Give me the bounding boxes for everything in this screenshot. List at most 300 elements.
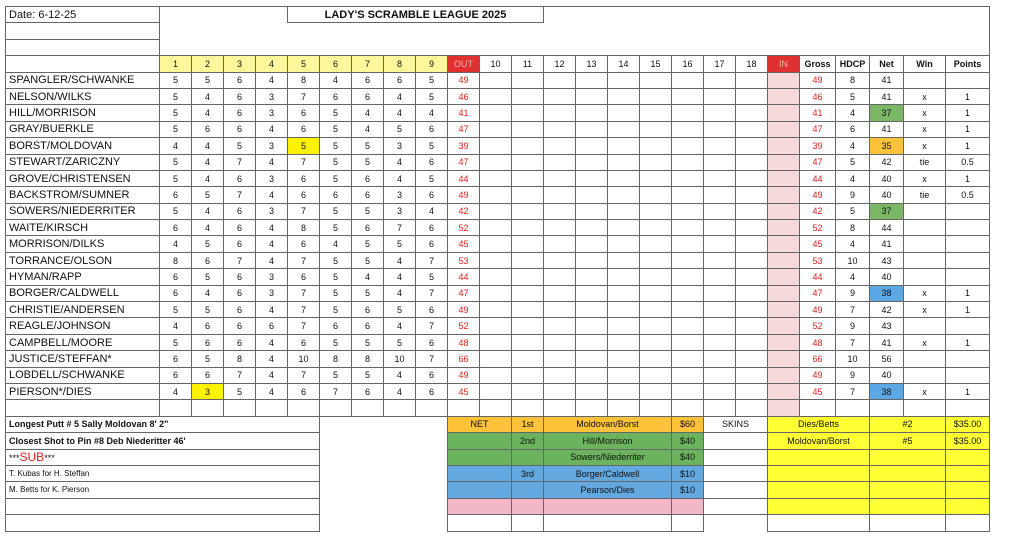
back-hole-score: [576, 203, 608, 219]
net-label: [448, 465, 512, 481]
back-hole-score: [512, 203, 544, 219]
prize-amount: $10: [672, 482, 704, 498]
hole-score: 6: [416, 367, 448, 383]
back-hole-score: [544, 318, 576, 334]
hole-score: 4: [352, 269, 384, 285]
back-hole-score: [640, 154, 672, 170]
win-mark: [904, 367, 946, 383]
hole-score: 4: [160, 138, 192, 154]
out-score: 66: [448, 351, 480, 367]
hole-score: 10: [288, 351, 320, 367]
hole-score: 6: [224, 220, 256, 236]
win-mark: x: [904, 138, 946, 154]
back-hole-score: [480, 383, 512, 399]
out-score: 47: [448, 285, 480, 301]
in-score: [768, 72, 800, 88]
hole-score: 7: [320, 383, 352, 399]
date-label: Date: 6-12-25: [6, 7, 160, 23]
back-hole-score: [512, 269, 544, 285]
skins-amount: [946, 515, 990, 531]
back-hole-score: [704, 334, 736, 350]
back-hole-score: [640, 236, 672, 252]
hdcp-value: 9: [836, 187, 870, 203]
hole-score: 6: [224, 302, 256, 318]
hole-score: 5: [192, 187, 224, 203]
back-hole-score: [544, 105, 576, 121]
hole-score: 5: [384, 334, 416, 350]
team-row: [6, 138, 990, 154]
back-hole-score: [672, 72, 704, 88]
out-score: 47: [448, 121, 480, 137]
hole-score: 5: [416, 72, 448, 88]
skins-team: Moldovan/Borst: [768, 433, 870, 449]
hole-score: 5: [416, 269, 448, 285]
hole-score: 6: [416, 383, 448, 399]
hole-score: 4: [256, 351, 288, 367]
gross-score: 39: [800, 138, 836, 154]
net-label: [448, 498, 512, 514]
gap: [320, 465, 448, 481]
net-score: 38: [870, 383, 904, 399]
out-header: OUT: [448, 56, 480, 72]
hole-score: 6: [224, 170, 256, 186]
hole-score: 6: [224, 236, 256, 252]
net-label: [448, 449, 512, 465]
net-score: 43: [870, 318, 904, 334]
gross-header: Gross: [800, 56, 836, 72]
back-hole-score: [608, 285, 640, 301]
team-row: [6, 318, 990, 334]
hole-score: 4: [256, 367, 288, 383]
skins-hole: [870, 515, 946, 531]
net-score: 41: [870, 236, 904, 252]
points-value: [946, 269, 990, 285]
hole-score: 5: [288, 138, 320, 154]
hole-score: 5: [352, 252, 384, 268]
hole-score: 6: [352, 383, 384, 399]
points-value: [946, 203, 990, 219]
gap: [320, 482, 448, 498]
back-hole-score: [576, 88, 608, 104]
net-score: 42: [870, 154, 904, 170]
back-hole-score: [704, 187, 736, 203]
back-hole-score: [640, 105, 672, 121]
hole-score: 7: [416, 351, 448, 367]
hole-score: 3: [256, 105, 288, 121]
hole-score: 4: [192, 154, 224, 170]
hole-score: 5: [192, 72, 224, 88]
hdcp-value: 4: [836, 170, 870, 186]
back-hole-score: [704, 318, 736, 334]
back-hole-score: [704, 105, 736, 121]
back-hole-score: [736, 72, 768, 88]
back-hole-score: [512, 170, 544, 186]
points-value: 1: [946, 285, 990, 301]
back-hole-score: [704, 252, 736, 268]
back-hole-score: [544, 72, 576, 88]
net-label: [448, 515, 512, 531]
hole-score: 6: [224, 105, 256, 121]
hole-score: 6: [224, 203, 256, 219]
back-hole-score: [736, 367, 768, 383]
team-row: [6, 285, 990, 301]
back-hole-score: [672, 252, 704, 268]
out-score: 52: [448, 318, 480, 334]
back-hole-score: [704, 121, 736, 137]
team-row: [6, 154, 990, 170]
skins-amount: [946, 449, 990, 465]
hole-score: 6: [352, 88, 384, 104]
hole-score: 4: [256, 252, 288, 268]
back-hole-score: [672, 285, 704, 301]
hole-score: 6: [224, 72, 256, 88]
gross-score: 44: [800, 170, 836, 186]
hole-score: 6: [288, 187, 320, 203]
gross-score: 42: [800, 203, 836, 219]
out-score: 45: [448, 236, 480, 252]
points-value: [946, 367, 990, 383]
back-hole-score: [480, 187, 512, 203]
hole-score: 5: [352, 334, 384, 350]
net-score: 37: [870, 203, 904, 219]
back-hole-score: [672, 351, 704, 367]
skins-amount: [946, 465, 990, 481]
team-name: BACKSTROM/SUMNER: [6, 187, 160, 203]
back-hole-score: [480, 318, 512, 334]
back-hole-score: [608, 220, 640, 236]
back-hole-score: [480, 121, 512, 137]
in-score: [768, 203, 800, 219]
back-hole-score: [704, 170, 736, 186]
hole-score: 7: [416, 318, 448, 334]
team-name: BORGER/CALDWELL: [6, 285, 160, 301]
in-score: [768, 269, 800, 285]
back-hole-score: [512, 318, 544, 334]
hole-score: 6: [288, 236, 320, 252]
hole-header-12: 12: [544, 56, 576, 72]
back-hole-score: [544, 170, 576, 186]
hole-score: 5: [320, 138, 352, 154]
skins-hole: #2: [870, 416, 946, 432]
team-row: [6, 383, 990, 399]
back-hole-score: [576, 252, 608, 268]
back-hole-score: [512, 121, 544, 137]
back-hole-score: [672, 105, 704, 121]
hole-header-6: 6: [320, 56, 352, 72]
hole-header-10: 10: [480, 56, 512, 72]
win-mark: [904, 269, 946, 285]
hole-score: 3: [384, 187, 416, 203]
hdcp-value: 10: [836, 351, 870, 367]
hole-score: 6: [224, 88, 256, 104]
back-hole-score: [640, 318, 672, 334]
skins-label: [704, 433, 768, 449]
hole-score: 6: [416, 220, 448, 236]
out-score: 48: [448, 334, 480, 350]
back-hole-score: [640, 72, 672, 88]
hole-score: 4: [256, 302, 288, 318]
prize-amount: $40: [672, 433, 704, 449]
hole-score: 7: [288, 88, 320, 104]
back-hole-score: [608, 187, 640, 203]
points-value: 0.5: [946, 154, 990, 170]
back-hole-score: [736, 236, 768, 252]
hdcp-value: 8: [836, 72, 870, 88]
skins-hole: #5: [870, 433, 946, 449]
hole-score: 4: [256, 121, 288, 137]
team-name: HYMAN/RAPP: [6, 269, 160, 285]
back-hole-score: [736, 187, 768, 203]
skins-team: [768, 498, 870, 514]
team-name: BORST/MOLDOVAN: [6, 138, 160, 154]
team-name: GRAY/BUERKLE: [6, 121, 160, 137]
back-hole-score: [672, 334, 704, 350]
in-score: [768, 302, 800, 318]
hole-score: 5: [160, 203, 192, 219]
net-score: 41: [870, 88, 904, 104]
back-hole-score: [576, 351, 608, 367]
hole-score: 5: [320, 220, 352, 236]
prize-amount: $40: [672, 449, 704, 465]
gap: [320, 515, 448, 531]
hole-score: 3: [384, 138, 416, 154]
prize-team: Pearson/Dies: [544, 482, 672, 498]
out-score: 52: [448, 220, 480, 236]
hole-score: 4: [384, 318, 416, 334]
back-hole-score: [480, 236, 512, 252]
in-score: [768, 367, 800, 383]
gross-score: 52: [800, 318, 836, 334]
back-hole-score: [640, 252, 672, 268]
out-score: 46: [448, 88, 480, 104]
back-hole-score: [480, 351, 512, 367]
back-hole-score: [608, 367, 640, 383]
in-score: [768, 154, 800, 170]
hole-score: 4: [384, 105, 416, 121]
hole-score: 7: [288, 203, 320, 219]
back-hole-score: [704, 236, 736, 252]
back-hole-score: [672, 302, 704, 318]
back-hole-score: [480, 302, 512, 318]
back-hole-score: [512, 351, 544, 367]
back-hole-score: [640, 351, 672, 367]
points-header: Points: [946, 56, 990, 72]
hole-score: 4: [256, 154, 288, 170]
hole-score: 5: [320, 105, 352, 121]
hole-header-16: 16: [672, 56, 704, 72]
blank-row: [6, 39, 990, 55]
win-mark: [904, 318, 946, 334]
hole-score: 4: [384, 88, 416, 104]
hole-score: 6: [416, 154, 448, 170]
gross-score: 49: [800, 302, 836, 318]
scorecard-sheet: [5, 6, 990, 532]
hole-header-9: 9: [416, 56, 448, 72]
in-score: [768, 121, 800, 137]
team-row: [6, 302, 990, 318]
net-label: [448, 482, 512, 498]
back-hole-score: [672, 138, 704, 154]
back-hole-score: [576, 334, 608, 350]
back-hole-score: [672, 170, 704, 186]
back-hole-score: [672, 154, 704, 170]
team-name: TORRANCE/OLSON: [6, 252, 160, 268]
net-score: 40: [870, 367, 904, 383]
hole-score: 5: [320, 285, 352, 301]
prize-place: [512, 449, 544, 465]
hole-score: 6: [352, 72, 384, 88]
hdcp-value: 6: [836, 121, 870, 137]
back-hole-score: [576, 367, 608, 383]
back-hole-score: [736, 285, 768, 301]
hole-score: 4: [256, 187, 288, 203]
team-row: [6, 121, 990, 137]
back-hole-score: [480, 252, 512, 268]
hole-score: 7: [416, 252, 448, 268]
back-hole-score: [736, 121, 768, 137]
hole-score: 4: [416, 105, 448, 121]
note-line: T. Kubas for H. Steffan: [6, 465, 320, 481]
hole-header-14: 14: [608, 56, 640, 72]
hole-score: 5: [224, 138, 256, 154]
net-score: 43: [870, 252, 904, 268]
prize-team: Moldovan/Borst: [544, 416, 672, 432]
hole-score: 5: [320, 203, 352, 219]
hole-score: 6: [352, 318, 384, 334]
note-line: Closest Shot to Pin #8 Deb Niederitter 46': [6, 433, 320, 449]
hole-score: 5: [384, 236, 416, 252]
league-title: LADY'S SCRAMBLE LEAGUE 2025: [288, 7, 544, 23]
back-hole-score: [608, 269, 640, 285]
back-hole-score: [608, 121, 640, 137]
points-value: [946, 351, 990, 367]
team-name: SOWERS/NIEDERRITER: [6, 203, 160, 219]
back-hole-score: [704, 138, 736, 154]
back-hole-score: [544, 252, 576, 268]
hole-header-4: 4: [256, 56, 288, 72]
hole-score: 7: [288, 318, 320, 334]
hole-score: 4: [192, 285, 224, 301]
hole-score: 5: [192, 351, 224, 367]
gross-score: 49: [800, 72, 836, 88]
in-score: [768, 138, 800, 154]
hole-header-13: 13: [576, 56, 608, 72]
blank-row: [6, 400, 990, 416]
prize-amount: $60: [672, 416, 704, 432]
hole-score: 3: [256, 170, 288, 186]
back-hole-score: [736, 351, 768, 367]
in-score: [768, 220, 800, 236]
back-hole-score: [608, 72, 640, 88]
team-name: SPANGLER/SCHWANKE: [6, 72, 160, 88]
hole-score: 6: [160, 351, 192, 367]
win-mark: x: [904, 170, 946, 186]
team-name: HILL/MORRISON: [6, 105, 160, 121]
skins-team: [768, 449, 870, 465]
hdcp-value: 8: [836, 220, 870, 236]
title-row: [6, 7, 990, 23]
back-hole-score: [608, 334, 640, 350]
back-hole-score: [576, 220, 608, 236]
hole-header-8: 8: [384, 56, 416, 72]
win-mark: [904, 351, 946, 367]
points-value: 1: [946, 105, 990, 121]
points-value: 1: [946, 383, 990, 399]
hole-score: 8: [224, 351, 256, 367]
back-hole-score: [672, 121, 704, 137]
prize-place: [512, 515, 544, 531]
hole-score: 6: [224, 334, 256, 350]
back-hole-score: [576, 302, 608, 318]
hole-score: 7: [288, 285, 320, 301]
hole-score: 5: [352, 138, 384, 154]
hole-score: 4: [256, 334, 288, 350]
hole-score: 4: [160, 383, 192, 399]
prize-team: Borger/Caldwell: [544, 465, 672, 481]
net-score: 37: [870, 105, 904, 121]
in-score: [768, 252, 800, 268]
prize-team: [544, 515, 672, 531]
points-value: 1: [946, 88, 990, 104]
back-hole-score: [480, 138, 512, 154]
hole-score: 5: [352, 285, 384, 301]
skins-team: Dies/Betts: [768, 416, 870, 432]
back-hole-score: [480, 269, 512, 285]
out-score: 44: [448, 269, 480, 285]
hole-score: 6: [192, 334, 224, 350]
hole-score: 6: [288, 383, 320, 399]
hole-score: 8: [288, 72, 320, 88]
hdcp-value: 7: [836, 383, 870, 399]
win-mark: x: [904, 121, 946, 137]
hole-score: 6: [160, 367, 192, 383]
hole-score: 6: [224, 121, 256, 137]
prize-row: [6, 416, 990, 432]
hole-score: 6: [160, 220, 192, 236]
hole-score: 6: [224, 285, 256, 301]
hole-score: 4: [256, 220, 288, 236]
skins-label: SKINS: [704, 416, 768, 432]
back-hole-score: [544, 367, 576, 383]
back-hole-score: [640, 334, 672, 350]
back-hole-score: [544, 88, 576, 104]
prize-amount: $10: [672, 465, 704, 481]
net-label: [448, 433, 512, 449]
team-name: JUSTICE/STEFFAN*: [6, 351, 160, 367]
hole-score: 5: [192, 302, 224, 318]
points-value: 1: [946, 334, 990, 350]
points-value: [946, 236, 990, 252]
gross-score: 47: [800, 121, 836, 137]
back-hole-score: [672, 220, 704, 236]
back-hole-score: [704, 154, 736, 170]
hole-score: 6: [192, 318, 224, 334]
back-hole-score: [480, 367, 512, 383]
back-hole-score: [736, 203, 768, 219]
hdcp-value: 5: [836, 154, 870, 170]
back-hole-score: [608, 302, 640, 318]
hole-score: 3: [256, 285, 288, 301]
hole-score: 3: [256, 88, 288, 104]
skins-hole: [870, 449, 946, 465]
skins-amount: [946, 482, 990, 498]
hole-score: 5: [352, 236, 384, 252]
hole-header-2: 2: [192, 56, 224, 72]
hole-score: 6: [416, 302, 448, 318]
hole-score: 4: [320, 72, 352, 88]
win-mark: [904, 252, 946, 268]
hole-score: 4: [160, 236, 192, 252]
